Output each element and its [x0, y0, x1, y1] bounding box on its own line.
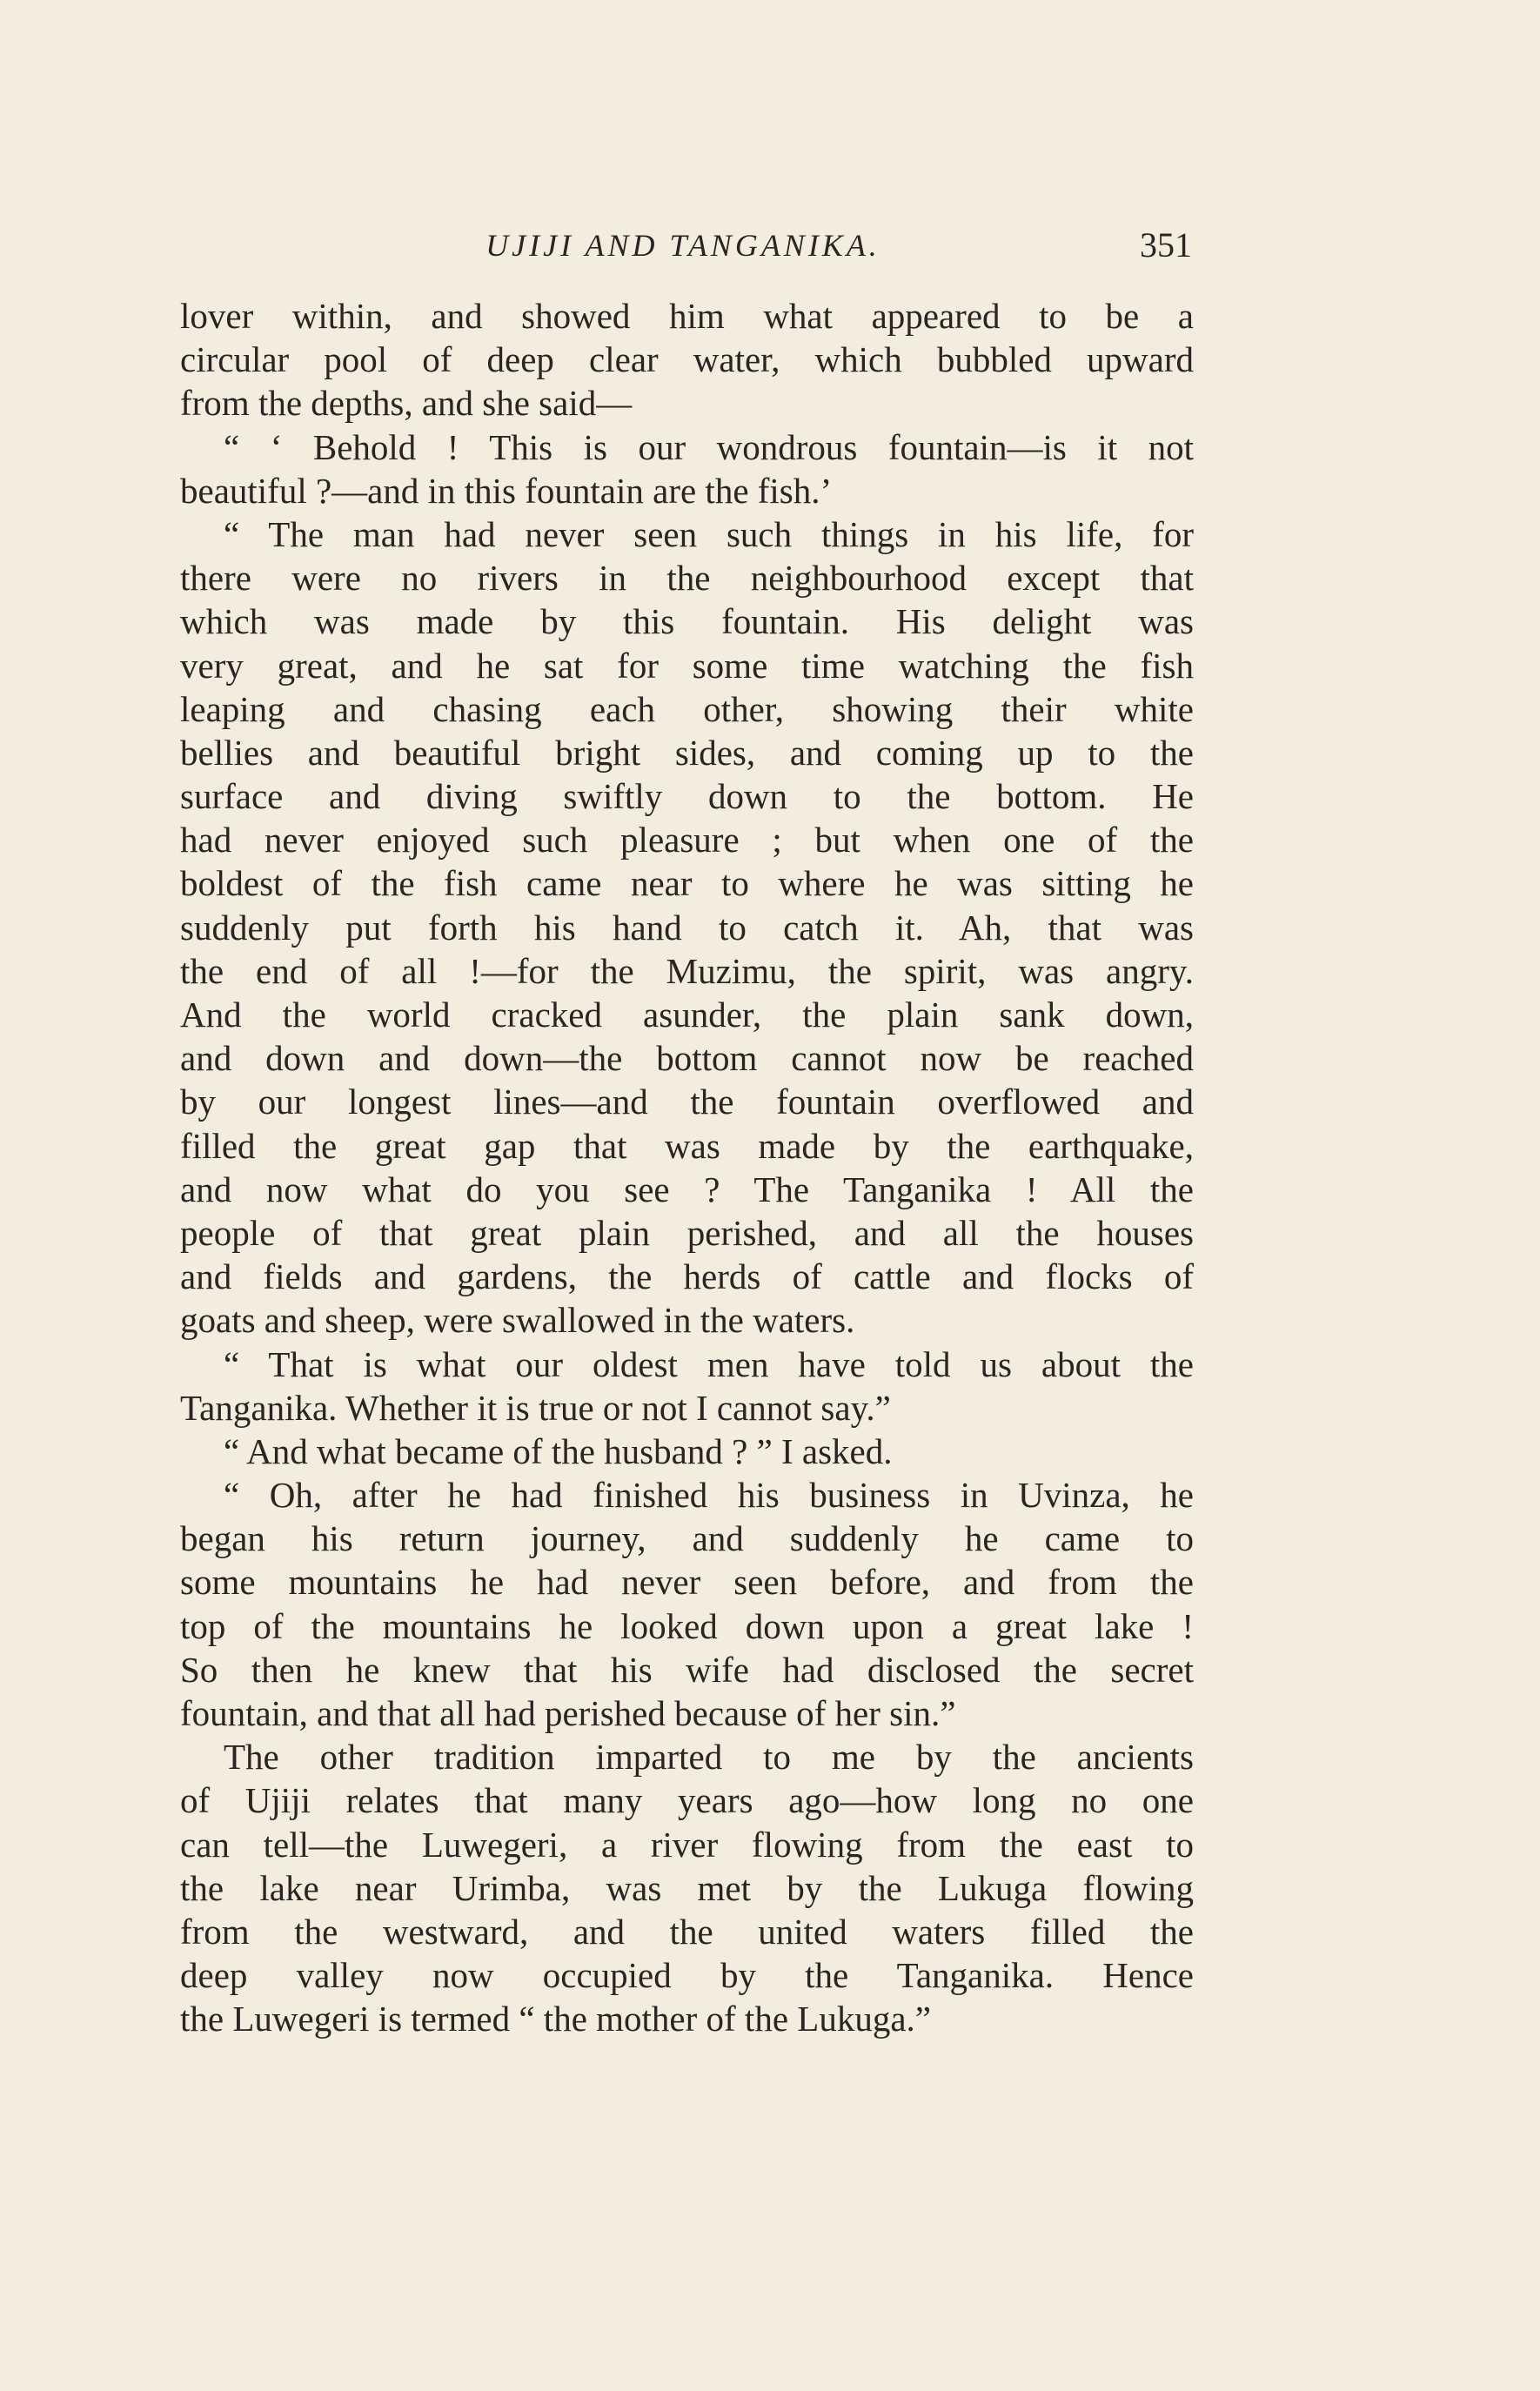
text-line: “ Oh, after he had finished his business in Uvinza, he: [224, 1475, 1194, 1516]
text-line: leaping and chasing each other, showing their white: [180, 688, 1194, 729]
text-line: surface and diving swiftly down to the bottom. He: [180, 776, 1194, 817]
page-header: [174, 224, 1192, 266]
text-line: And the world cracked asunder, the plain sank down,: [180, 995, 1194, 1035]
text-line: deep valley now occupied by the Tanganika. Hence: [180, 1955, 1194, 1996]
text-line: The other tradition imparted to me by the ancients: [224, 1737, 1194, 1778]
text-line: Tanganika. Whether it is true or not I cannot say.”: [180, 1387, 891, 1428]
text-line: beautiful ?—and in this fountain are the fish.’: [180, 470, 833, 511]
text-line: the Luwegeri is termed “ the mother of the Lukuga.”: [180, 1999, 931, 2039]
text-line: fountain, and that all had perished because of her sin.”: [180, 1693, 956, 1733]
text-line: “ That is what our oldest men have told us about the: [224, 1343, 1194, 1384]
text-line: there were no rivers in the neighbourhood except that: [180, 558, 1194, 599]
text-line: the end of all !—for the Muzimu, the spirit, was angry.: [180, 950, 1194, 991]
text-line: some mountains he had never seen before, and from the: [180, 1562, 1194, 1603]
text-line: suddenly put forth his hand to catch it. Ah, that was: [180, 907, 1194, 948]
text-line: by our longest lines—and the fountain overflowed and: [180, 1082, 1194, 1122]
text-line: very great, and he sat for some time watching the fish: [180, 645, 1194, 686]
text-line: can tell—the Luwegeri, a river flowing from the east to: [180, 1824, 1194, 1865]
text-line: and fields and gardens, the herds of cattle and flocks of: [180, 1256, 1194, 1297]
text-line: and now what do you see ? The Tanganika ! All the: [180, 1169, 1194, 1209]
text-line: So then he knew that his wife had disclosed the secret: [180, 1649, 1194, 1690]
text-line: boldest of the fish came near to where he was sitting he: [180, 863, 1194, 904]
text-line: from the depths, and she said—: [180, 383, 633, 424]
text-line: began his return journey, and suddenly he came to: [180, 1518, 1194, 1559]
body-text: [180, 294, 1194, 2041]
text-line: and down and down—the bottom cannot now be reached: [180, 1038, 1194, 1079]
text-line: goats and sheep, were swallowed in the waters.: [180, 1300, 855, 1341]
text-line: people of that great plain perished, and all the houses: [180, 1212, 1194, 1253]
text-line: which was made by this fountain. His delight was: [180, 601, 1194, 642]
page-number: 351: [1140, 225, 1192, 265]
text-line: lover within, and showed him what appeared to be a: [180, 296, 1194, 336]
text-line: circular pool of deep clear water, which bubbled upward: [180, 339, 1194, 380]
text-line: the lake near Urimba, was met by the Lukuga flowing: [180, 1867, 1194, 1908]
text-line: had never enjoyed such pleasure ; but when one of the: [180, 820, 1194, 861]
text-line: filled the great gap that was made by the earthquake,: [180, 1125, 1194, 1166]
text-line: of Ujiji relates that many years ago—how long no one: [180, 1780, 1194, 1821]
text-line: “ The man had never seen such things in his life, for: [224, 513, 1194, 554]
text-line: top of the mountains he looked down upon a great lake !: [180, 1605, 1194, 1646]
running-title: UJIJI AND TANGANIKA.: [485, 228, 880, 263]
text-line: from the westward, and the united waters filled the: [180, 1911, 1194, 1952]
text-line: “ And what became of the husband ? ” I asked.: [224, 1430, 893, 1471]
text-line: “ ‘ Behold ! This is our wondrous fountain—is it not: [224, 426, 1194, 467]
text-line: bellies and beautiful bright sides, and coming up to the: [180, 732, 1194, 773]
